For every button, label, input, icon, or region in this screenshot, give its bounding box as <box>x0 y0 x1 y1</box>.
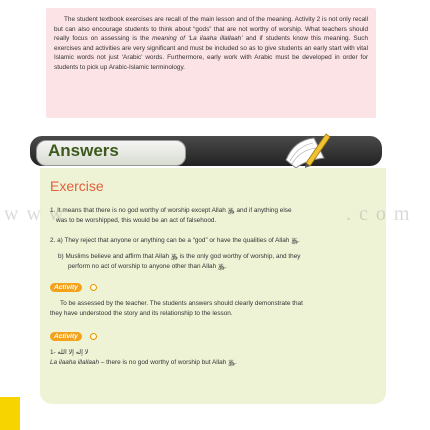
note-line: Activity 2 is not only recall but can also encourage students to think about “gods” that are <box>54 16 368 33</box>
activity-1-line-2: they have understood the story and its relationship to the lesson. <box>50 310 233 317</box>
note-line: order for students to pick up Arabic-Islamic terminology. <box>54 54 368 71</box>
exercise-title: Exercise <box>50 178 104 194</box>
activity-number-circle <box>90 333 97 340</box>
note-line: The student textbook exercises are recall of the main lesson and of the meaning. <box>64 16 294 23</box>
answer-2b-line-1: b) Muslims believe and affirm that Allah ﷿ is the only god worthy of worship, and they <box>58 253 301 260</box>
note-line: words not just ‘Arabic’ words. Furthermore, early work with Arabic must be developed in <box>76 54 340 62</box>
activity-1-line-1: To be assessed by the teacher. The students answers should clearly demonstrate that <box>60 300 303 307</box>
activity-2-transliteration <box>50 358 237 367</box>
answer-2b-line-2: perform no act of worship to anyone other than Allah ﷿. <box>68 263 227 270</box>
notebook-pencil-icon <box>280 130 336 170</box>
page-edge-tab <box>0 397 20 430</box>
activity-badge: Activity <box>50 332 82 341</box>
answer-1-line-1: 1. It means that there is no god worthy of worship except Allah ﷿ and if anything else <box>50 207 292 214</box>
activity-2-arabic <box>50 348 88 357</box>
answers-title: Answers <box>48 141 119 160</box>
transliteration-italic: La ilaaha illallaah <box>50 359 100 366</box>
arabic-text: لا إله إلا الله <box>57 349 89 356</box>
note-line: very significant and must be included so as to give students an early start with vital Islamic <box>54 44 368 62</box>
activity-badge: Activity <box>50 283 82 292</box>
transliteration-meaning: – there is no god worthy of worship but Allah ﷿. <box>99 359 237 366</box>
note-emphasis: ‘La ilaaha illallaah’ <box>188 35 243 43</box>
note-line: and if students know this meaning. Such exercises and activities are <box>54 35 368 52</box>
note-line: not worthy of worship. What teachers should really focus on assessing is the <box>54 25 369 43</box>
note-emphasis: meaning of <box>152 35 186 43</box>
watermark-right: .com <box>346 203 418 225</box>
watermark-left: www <box>4 203 72 225</box>
activity-number-circle <box>90 284 97 291</box>
answer-1-line-2: was to be worshipped, this would be an act of falsehood. <box>56 217 217 224</box>
arabic-number: 1- <box>50 349 56 356</box>
teacher-note <box>46 8 376 118</box>
answer-2a: 2. a) They reject that anyone or anything can be a “god” or have the qualities of Allah ﷿. <box>50 237 300 244</box>
